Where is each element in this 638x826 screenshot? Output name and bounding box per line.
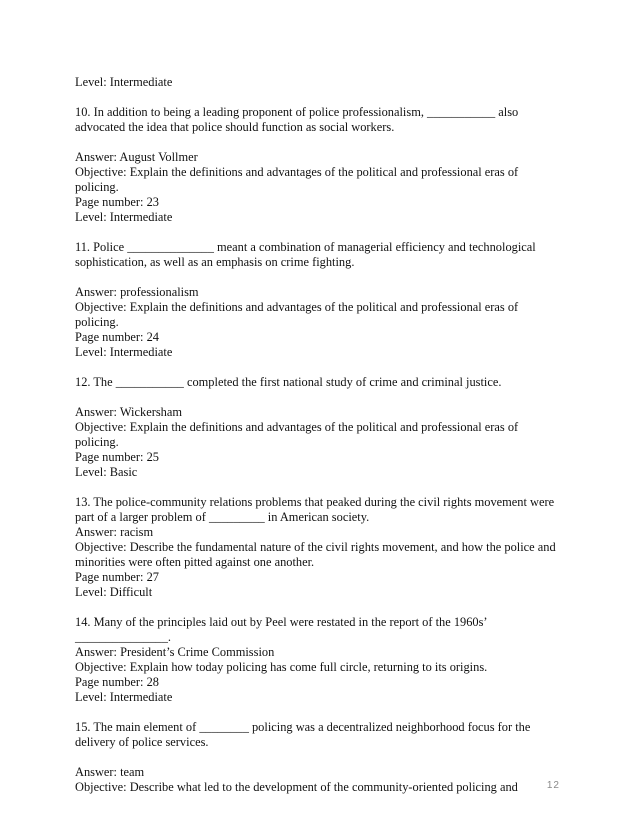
blank-line — [75, 135, 570, 150]
text-line: Answer: racism — [75, 525, 154, 539]
text-line: _______________. — [75, 630, 172, 644]
blank-line — [75, 225, 570, 240]
text-line: part of a larger problem of _________ in American society. — [75, 510, 370, 524]
text-line: 10. In addition to being a leading proponent of police professionalism, ___________ also — [75, 105, 519, 119]
text-line: Level: Intermediate — [75, 345, 173, 359]
text-line: Objective: Explain the definitions and advantages of the political and professional eras of — [75, 300, 519, 314]
text-line: policing. — [75, 315, 119, 329]
text-line: Page number: 27 — [75, 570, 159, 584]
text-line: Objective: Explain the definitions and advantages of the political and professional eras of — [75, 165, 519, 179]
text-line: sophistication, as well as an emphasis on crime fighting. — [75, 255, 355, 269]
text-line: Level: Difficult — [75, 585, 153, 599]
blank-line — [75, 270, 570, 285]
text-line: Level: Basic — [75, 465, 138, 479]
text-line: Objective: Explain the definitions and advantages of the political and professional eras of — [75, 420, 519, 434]
text-line: advocated the idea that police should function as social workers. — [75, 120, 395, 134]
text-line: policing. — [75, 180, 119, 194]
text-line: 15. The main element of ________ policing was a decentralized neighborhood focus for the — [75, 720, 531, 734]
text-line: Objective: Explain how today policing has come full circle, returning to its origins. — [75, 660, 488, 674]
blank-line — [75, 600, 570, 615]
text-line: 12. The ___________ completed the first national study of crime and criminal justice. — [75, 375, 502, 389]
text-line: 14. Many of the principles laid out by Peel were restated in the report of the 1960s’ — [75, 615, 488, 629]
blank-line — [75, 90, 570, 105]
text-line: minorities were often pitted against one another. — [75, 555, 315, 569]
text-line: Page number: 25 — [75, 450, 159, 464]
text-line: Page number: 23 — [75, 195, 159, 209]
text-line: 13. The police-community relations problems that peaked during the civil rights movement were — [75, 495, 555, 509]
text-line: Answer: August Vollmer — [75, 150, 198, 164]
text-line: Objective: Describe what led to the development of the community-oriented policing and — [75, 780, 518, 794]
text-line: Answer: President’s Crime Commission — [75, 645, 275, 659]
text-line: Page number: 28 — [75, 675, 159, 689]
blank-line — [75, 360, 570, 375]
text-line: Answer: Wickersham — [75, 405, 182, 419]
blank-line — [75, 750, 570, 765]
text-line: Answer: team — [75, 765, 145, 779]
page-number: 12 — [546, 780, 560, 791]
text-line: Page number: 24 — [75, 330, 159, 344]
text-line: Level: Intermediate — [75, 690, 173, 704]
blank-line — [75, 480, 570, 495]
document-body — [75, 75, 570, 795]
text-line: Level: Intermediate — [75, 210, 173, 224]
blank-line — [75, 705, 570, 720]
text-line: 11. Police ______________ meant a combination of managerial efficiency and technological — [75, 240, 536, 254]
text-line: Answer: professionalism — [75, 285, 199, 299]
text-line: delivery of police services. — [75, 735, 209, 749]
text-line: policing. — [75, 435, 119, 449]
text-line: Level: Intermediate — [75, 75, 173, 89]
blank-line — [75, 390, 570, 405]
text-line: Objective: Describe the fundamental nature of the civil rights movement, and how the police and — [75, 540, 556, 554]
